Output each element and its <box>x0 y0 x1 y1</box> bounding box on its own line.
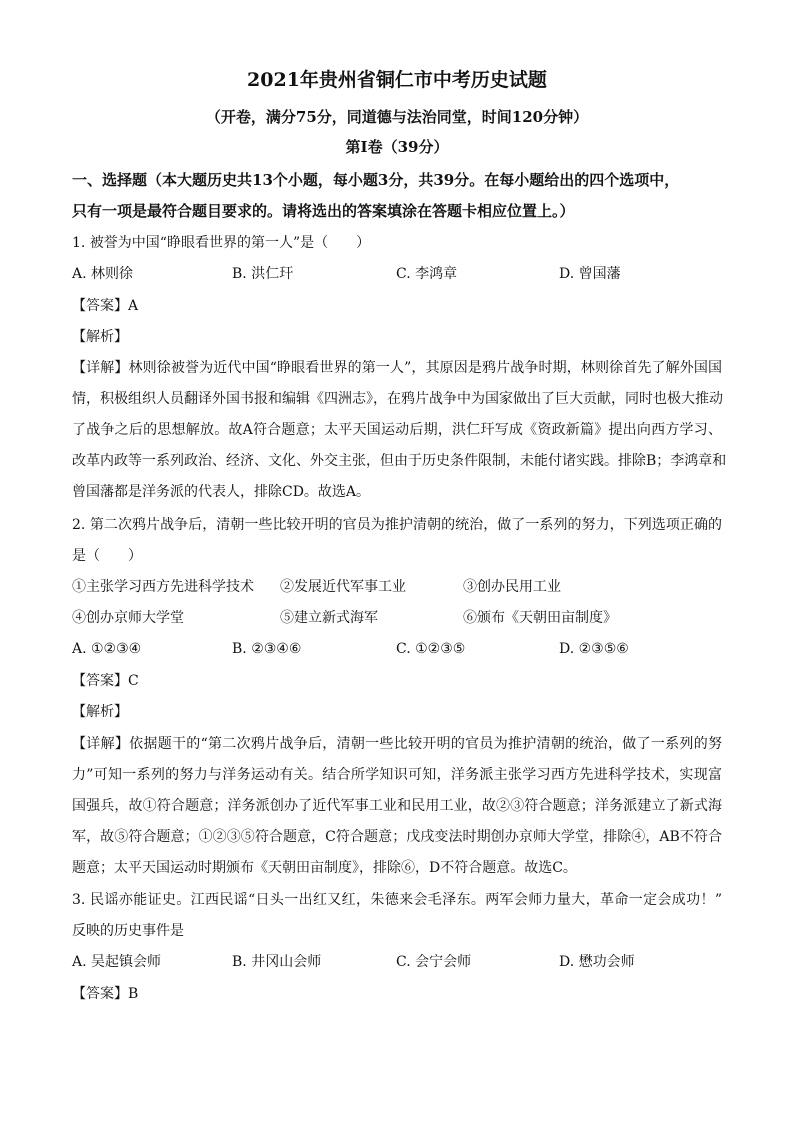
question-2-options <box>72 640 722 658</box>
question-3-answer: 【答案】B <box>72 986 139 1002</box>
page-title: 2021年贵州省铜仁市中考历史试题 <box>247 69 547 91</box>
question-2-analysis-label: 【解析】 <box>72 704 128 720</box>
question-2-detail-line: 【详解】依据题干的“第二次鸦片战争后，清朝一些比较开明的官员为推护清朝的统治，做了一系列的努 <box>72 736 722 752</box>
question-1-stem: 1. 被誉为中国“睁眼看世界的第一人”是（ ） <box>72 235 371 251</box>
question-3-stem-line: 3. 民谣亦能证史。江西民谣“日头一出红又红，朱德来会毛泽东。两军会师力量大，革命一定会成功！” <box>72 892 722 908</box>
question-2-detail-line: 题意；太平天国运动时期颁布《天朝田亩制度》，排除⑥，D不符合题意。故选C。 <box>72 860 577 876</box>
question-1-detail-line: 【详解】林则徐被誉为近代中国“睁眼看世界的第一人”，其原因是鸦片战争时期，林则徐首先了解外国国 <box>72 360 722 376</box>
question-2-item: ①主张学习西方先进科学技术 <box>72 579 254 595</box>
question-2-item: ④创办京师大学堂 <box>72 610 184 626</box>
question-2-item: ③创办民用工业 <box>463 579 561 595</box>
question-2-item: ⑥颁布《天朝田亩制度》 <box>463 610 617 626</box>
option-b[interactable]: B. 洪仁玕 <box>232 266 294 282</box>
section-instructions-line-1: 一、选择题（本大题历史共13个小题，每小题3分，共39分。在每小题给出的四个选项中， <box>72 171 680 189</box>
option-a[interactable]: A. 吴起镇会师 <box>72 954 162 970</box>
option-d[interactable]: D. ②③⑤⑥ <box>559 641 629 657</box>
question-2-detail-line: 力”可知一系列的努力与洋务运动有关。结合所学知识可知，洋务派主张学习西方先进科学技术，实现富 <box>72 767 722 783</box>
question-1-detail-line: 了战争之后的思想解放。故A符合题意；太平天国运动后期，洪仁玕写成《资政新篇》提出向西方学习、 <box>72 422 722 438</box>
option-c[interactable]: C. 会宁会师 <box>396 954 472 970</box>
question-3-options <box>72 953 722 971</box>
option-a[interactable]: A. ①②③④ <box>72 641 142 657</box>
option-d[interactable]: D. 曾国藩 <box>559 266 621 282</box>
volume-heading: 第Ⅰ卷（39分） <box>345 138 449 156</box>
option-c[interactable]: C. 李鸿章 <box>396 266 458 282</box>
option-b[interactable]: B. 井冈山会师 <box>232 954 322 970</box>
question-3-stem-line: 反映的历史事件是 <box>72 923 184 939</box>
question-2-items-row-2 <box>72 609 722 627</box>
option-d[interactable]: D. 懋功会师 <box>559 954 635 970</box>
question-2-detail-line: 国强兵，故①符合题意；洋务派创办了近代军事工业和民用工业，故②③符合题意；洋务派建立了新式海 <box>72 798 722 814</box>
option-c[interactable]: C. ①②③⑤ <box>396 641 466 657</box>
option-b[interactable]: B. ②③④⑥ <box>232 641 302 657</box>
question-2-detail-line: 军，故⑤符合题意；①②③⑤符合题意，C符合题意；戊戌变法时期创办京师大学堂，排除④，AB不符合 <box>72 829 722 845</box>
section-instructions-line-2: 只有一项是最符合题目要求的。请将选出的答案填涂在答题卡相应位置上。） <box>72 202 575 220</box>
question-1-analysis-label: 【解析】 <box>72 329 128 345</box>
question-2-items-row-1 <box>72 578 722 596</box>
question-2-stem-line: 2. 第二次鸦片战争后，清朝一些比较开明的官员为推护清朝的统治，做了一系列的努力，下列选项正确的 <box>72 517 722 533</box>
question-1-detail-line: 改革内政等一系列政治、经济、文化、外交主张，但由于历史条件限制，未能付诸实践。排除B；李鸿章和 <box>72 453 727 469</box>
question-2-item: ②发展近代军事工业 <box>280 579 406 595</box>
question-1-detail-line: 曾国藩都是洋务派的代表人，排除CD。故选A。 <box>72 484 371 500</box>
question-1-detail-line: 情，积极组织人员翻译外国书报和编辑《四洲志》，在鸦片战争中为国家做出了巨大贡献，同时也极大推动 <box>72 391 723 407</box>
option-a[interactable]: A. 林则徐 <box>72 266 134 282</box>
question-1-answer: 【答案】A <box>72 298 139 314</box>
exam-subtitle: （开卷，满分75分，同道德与法治同堂，时间120分钟） <box>205 108 589 126</box>
question-2-item: ⑤建立新式海军 <box>280 610 378 626</box>
question-2-answer: 【答案】C <box>72 673 139 689</box>
question-1-options <box>72 265 722 283</box>
question-2-stem-line: 是（ ） <box>72 548 142 564</box>
